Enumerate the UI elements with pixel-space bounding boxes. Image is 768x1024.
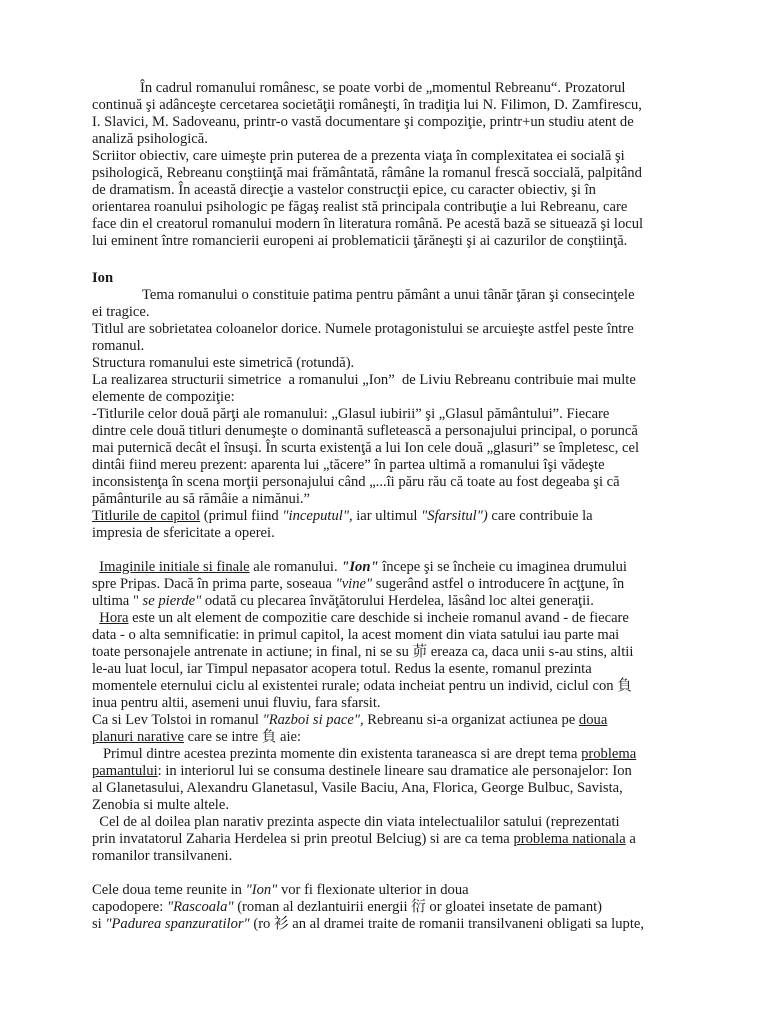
underlined-phrase: problema nationala [513, 831, 626, 847]
text-line: Zenobia si multe altele. [92, 797, 229, 813]
text-line: analiză psihologică. [92, 131, 208, 147]
text-line: pământurile au să rămâie a nimănui.” [92, 491, 311, 507]
underlined-phrase: doua [578, 712, 608, 728]
text-line: Titlurile de capitol (primul fiind "inceputul", iar ultimul "Sfarsitul") care contribuie la [92, 508, 593, 524]
text-line: inua pentru altii, asemeni unui fluviu, fara sfarsit. [92, 695, 381, 711]
text-line: face din el creatorul romanului modern în literatura română. Pe acestă bază se situează şi locul [92, 216, 644, 232]
text-line: elemente de compoziţie: [92, 389, 235, 405]
text-line: orientarea roanului psihologic pe făgaş realist stă principala contribuţie a lui Rebreanu, care [92, 199, 628, 215]
italic-phrase: "vine" [335, 576, 373, 592]
text-line: momentele eternului ciclu al existentei rurale; odata incheiat pentru un individ, ciclul con 負 [92, 678, 632, 694]
text-line: Hora este un alt element de compozitie care deschide si incheie romanul avand - de fiecare [99, 610, 629, 626]
italic-phrase: "inceputul", [282, 508, 353, 524]
text-line: Ca si Lev Tolstoi in romanul "Razboi si pace", Rebreanu si-a organizat actiunea pe doua [92, 712, 608, 728]
italic-phrase: "Padurea spanzuratilor" [105, 916, 250, 932]
text-line: ultima " se pierde" odată cu plecarea învăţătorului Herdelea, lăsând loc altei generaţii. [92, 593, 594, 609]
text-line: Titlul are sobrietatea coloanelor dorice. Numele protagonistului se arcuieşte astfel peste între [92, 321, 634, 337]
text-line: mai puternică decât el însuşi. În scurta existenţă a lui Ion cele două „glasuri” se împletesc, cel [92, 440, 640, 456]
text-line: de dramatism. În această direcţie a vastelor construcţii epice, cu caracter obiectiv, şi în [92, 182, 596, 198]
text-line: dintre cele două titluri denumeşte o dominantă sufletească a personajului principal, o poruncă [92, 423, 638, 439]
italic-phrase: "Sfarsitul") [421, 508, 488, 524]
text-line: Primul dintre acestea prezinta momente din existenta taraneasca si are drept tema problema [92, 746, 637, 762]
underlined-phrase: Imaginile initiale si finale [99, 559, 250, 575]
text-line: I. Slavici, M. Sadoveanu, printr-o vastă documentare şi compoziţie, printr+un studiu atent de [92, 114, 634, 130]
text-line: pamantului: in interiorul lui se consuma destinele lineare sau dramatice ale personajelor: Ion [92, 763, 632, 779]
text-line: dintâi fiind mereu prezent: aparenta lui „tăcere” în partea ultimă a romanului îşi vădeşte [92, 457, 605, 473]
text-line: La realizarea structurii simetrice a romanului „Ion” de Liviu Rebreanu contribuie mai multe [92, 372, 636, 388]
text-line: prin invatatorul Zaharia Herdelea si prin preotul Belciug) si are ca tema problema nationala a [92, 831, 636, 847]
underlined-phrase: pamantului [92, 763, 158, 779]
text-line: Imaginile initiale si finale ale romanului. "Ion" începe şi se încheie cu imaginea drumului [99, 559, 627, 575]
text-line: al Glanetasului, Alexandru Glanetasul, Vasile Baciu, Ana, Florica, George Bulbuc, Savista, [92, 780, 623, 796]
text-line: În cadrul romanului românesc, se poate vorbi de „momentul Rebreanu“. Prozatorul [140, 80, 626, 96]
text-line: capodopere: "Rascoala" (roman al dezlantuirii energii 衍 or gloatei insetate de pamant) [92, 899, 603, 915]
text-line: inconsistenţa în scena morţii personajului când „...îi păru rău că toate au fost degeaba şi că [92, 474, 620, 490]
text-line: Tema romanului o constituie patima pentru pământ a unui tânăr ţăran şi consecinţele [142, 287, 635, 303]
underlined-phrase: Hora [99, 610, 129, 626]
text-line: Structura romanului este simetrică (rotundă). [92, 355, 355, 371]
text-line: Cel de al doilea plan narativ prezinta aspecte din viata intelectualilor satului (reprezentati [92, 814, 620, 830]
text-line: data - o alta semnificatie: in primul capitol, la acest moment din viata satului iau parte mai [92, 627, 620, 643]
text-line: Cele doua teme reunite in "Ion" vor fi flexionate ulterior in doua [92, 882, 469, 898]
text-line: ei tragice. [92, 304, 150, 320]
italic-phrase: "Ion" [341, 559, 379, 575]
text-line: -Titlurile celor două părţi ale romanului: „Glasul iubirii” şi „Glasul pământului”. Fiecare [92, 406, 610, 422]
underlined-phrase: problema [581, 746, 637, 762]
text-line: psihologică, Rebreanu conştiinţă mai frământată, râmâne la romanul frescă soccială, palpitând [92, 165, 642, 181]
text-line: romanul. [92, 338, 145, 354]
text-line: le-au luat locul, iar Timpul nepasator acopera totul. Redus la esente, romanul prezinta [92, 661, 592, 677]
underlined-phrase: Titlurile de capitol [92, 508, 201, 524]
text-line: spre Pripas. Dacă în prima parte, soseaua "vine" sugerând astfel o introducere în acţţune, în [92, 576, 625, 592]
text-line: impresia de sfericitate a operei. [92, 525, 275, 541]
underlined-phrase: planuri narative [92, 729, 184, 745]
italic-phrase: "Ion" [245, 882, 278, 898]
text-line: planuri narative care se intre 負 aie: [92, 729, 302, 745]
italic-phrase: "Rascoala" [166, 899, 234, 915]
text-line: romanilor transilvaneni. [92, 848, 233, 864]
text-line: si "Padurea spanzuratilor" (ro 衫 an al dramei traite de romanii transilvaneni obligati sa lupte, [92, 916, 644, 932]
text-line: lui eminent între romancierii europeni ai problematicii ţărăneşti şi ai cazurilor de conştiinţă. [92, 233, 628, 249]
text-line: Scriitor obiectiv, care uimeşte prin puterea de a prezenta viaţa în complexitatea ei socială şi [92, 148, 625, 164]
text-line: continuă şi adânceşte cercetarea societăţii româneşti, în tradiţia lui N. Filimon, D. Zamfirescu, [92, 97, 642, 113]
italic-phrase: "Razboi si pace", [262, 712, 364, 728]
text-line: toate personajele antrenate in actiune; in final, ni se su 茆 ereaza ca, daca unii s-au stins, altii [92, 644, 634, 660]
italic-phrase: se pierde" [142, 593, 202, 609]
section-heading: Ion [92, 270, 114, 286]
